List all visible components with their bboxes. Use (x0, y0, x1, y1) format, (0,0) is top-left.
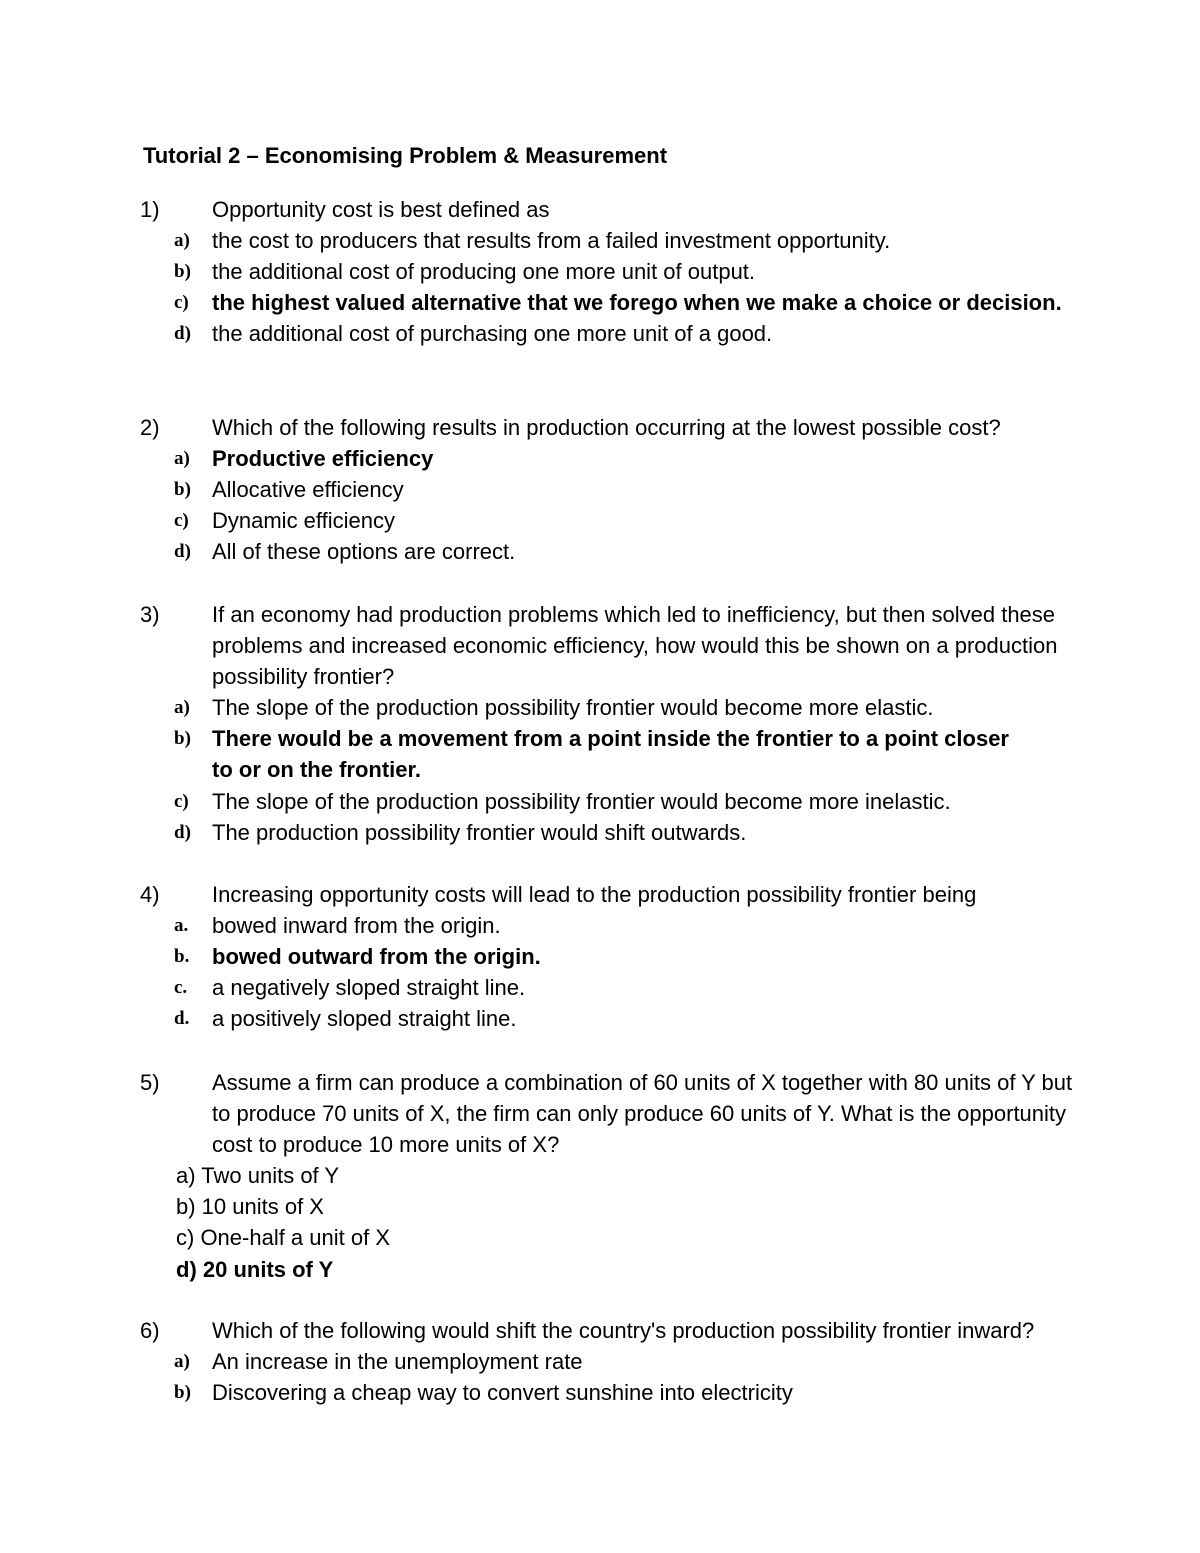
question-3 (140, 599, 1080, 848)
option-text: the highest valued alternative that we forego when we make a choice or decision. (212, 290, 1062, 316)
option-text: All of these options are correct. (212, 539, 516, 565)
question-stem (140, 194, 1080, 225)
answer-option (140, 256, 1080, 287)
answer-option (140, 786, 1080, 817)
option-label: a) (174, 448, 190, 470)
answer-option (140, 318, 1080, 349)
answer-option (140, 817, 1080, 848)
question-text: If an economy had production problems which led to inefficiency, but then solved these problems and increased economic efficiency, how would this be shown on a production possibility frontier? (212, 602, 1058, 690)
answer-option (140, 1160, 1080, 1191)
answer-option (140, 1191, 1080, 1222)
option-text: d) 20 units of Y (176, 1256, 334, 1282)
question-stem (140, 412, 1080, 443)
option-text: a negatively sloped straight line. (212, 975, 526, 1001)
option-text: Discovering a cheap way to convert sunshine into electricity (212, 1380, 793, 1406)
question-number: 3) (140, 602, 160, 627)
option-text: the additional cost of purchasing one more unit of a good. (212, 321, 773, 347)
option-text: bowed inward from the origin. (212, 913, 501, 939)
option-label: b) (174, 479, 191, 501)
option-label: a) (174, 230, 190, 252)
option-text: Dynamic efficiency (212, 508, 395, 534)
question-6 (140, 1315, 1080, 1408)
option-text: c) One-half a unit of X (176, 1225, 390, 1251)
option-label: d. (174, 1008, 190, 1030)
option-text: The slope of the production possibility frontier would become more inelastic. (212, 788, 951, 814)
question-stem (140, 879, 1080, 910)
option-label: b. (174, 946, 190, 968)
answer-option (140, 692, 1080, 723)
correct-answer-option (140, 941, 1080, 972)
answer-option (140, 972, 1080, 1003)
question-stem (140, 1067, 1080, 1160)
option-label: b) (174, 728, 191, 750)
option-label: d) (174, 323, 191, 345)
option-label: b) (174, 261, 191, 283)
correct-answer-option (140, 443, 1080, 474)
correct-answer-option (140, 1254, 1080, 1285)
answer-option (140, 1003, 1080, 1034)
question-text: Assume a firm can produce a combination of 60 units of X together with 80 units of Y but to produce 70 units of X, the firm can only produce 60 units of Y. What is the opportunity cost to produce 10 more units of X? (212, 1070, 1073, 1158)
option-label: c) (174, 790, 189, 812)
option-text: The slope of the production possibility frontier would become more elastic. (212, 695, 934, 721)
question-stem (140, 1315, 1080, 1346)
option-label: b) (174, 1382, 191, 1404)
option-label: a) (174, 1351, 190, 1373)
option-label: c) (174, 510, 189, 532)
answer-option (140, 1377, 1080, 1408)
question-4 (140, 879, 1080, 1034)
option-label: c) (174, 292, 189, 314)
question-number: 5) (140, 1070, 160, 1095)
option-text: Productive efficiency (212, 446, 434, 472)
option-text: the cost to producers that results from a failed investment opportunity. (212, 228, 891, 254)
option-text: There would be a movement from a point inside the frontier to a point closer to or on the frontier. (212, 726, 1009, 783)
option-label: a. (174, 915, 189, 937)
correct-answer-option (140, 723, 1080, 785)
question-stem (140, 599, 1080, 692)
option-label: d) (174, 541, 191, 563)
answer-option (140, 225, 1080, 256)
question-text: Opportunity cost is best defined as (212, 197, 550, 222)
option-text: the additional cost of producing one more unit of output. (212, 259, 756, 285)
option-text: bowed outward from the origin. (212, 944, 541, 970)
option-text: Allocative efficiency (212, 477, 404, 503)
question-text: Which of the following would shift the country's production possibility frontier inward? (212, 1318, 1035, 1343)
answer-option (140, 1222, 1080, 1253)
option-text: The production possibility frontier would shift outwards. (212, 819, 747, 845)
option-label: d) (174, 821, 191, 843)
question-number: 2) (140, 415, 160, 440)
answer-option (140, 1346, 1080, 1377)
question-number: 6) (140, 1318, 160, 1343)
option-label: a) (174, 697, 190, 719)
answer-option (140, 505, 1080, 536)
option-text: a positively sloped straight line. (212, 1006, 517, 1032)
answer-option (140, 910, 1080, 941)
option-text: a) Two units of Y (176, 1163, 340, 1189)
page-title: Tutorial 2 – Economising Problem & Measurement (143, 143, 668, 168)
answer-option (140, 536, 1080, 567)
question-number: 1) (140, 197, 160, 222)
question-1 (140, 194, 1080, 349)
option-text: b) 10 units of X (176, 1194, 324, 1220)
option-label: c. (174, 977, 188, 999)
option-text: An increase in the unemployment rate (212, 1349, 583, 1375)
question-2 (140, 412, 1080, 567)
question-5 (140, 1067, 1080, 1285)
question-text: Increasing opportunity costs will lead to the production possibility frontier being (212, 882, 977, 907)
question-number: 4) (140, 882, 160, 907)
question-text: Which of the following results in production occurring at the lowest possible cost? (212, 415, 1001, 440)
answer-option (140, 474, 1080, 505)
correct-answer-option (140, 287, 1080, 318)
